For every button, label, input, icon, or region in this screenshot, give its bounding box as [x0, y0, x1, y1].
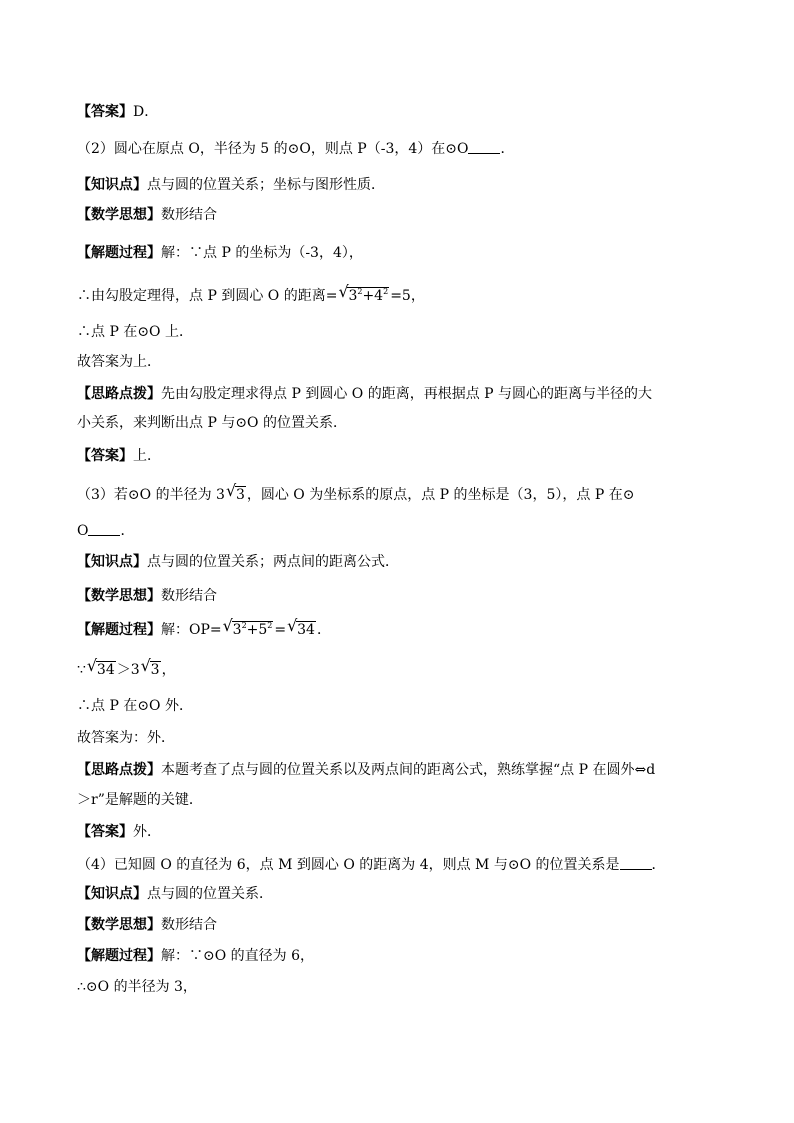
conclusion-text: ∴点 P 在⊙O 外． [77, 698, 193, 714]
period: ． [500, 141, 515, 157]
because-symbol: ∵ [77, 662, 86, 678]
exponent: 2 [383, 287, 389, 296]
thinking-text: 数形结合 [161, 588, 217, 604]
answer-summary: 故答案为上． [77, 354, 161, 370]
answer-line-1 [77, 102, 158, 122]
knowledge-label: 【知识点】 [77, 177, 147, 193]
solution-formula-2 [77, 616, 331, 640]
question-3 [77, 481, 635, 505]
base-a: 3 [348, 288, 358, 304]
hint-line-1b [77, 413, 347, 433]
question-3-cont [77, 521, 134, 541]
knowledge-text: 点与圆的位置关系；两点间的距离公式． [147, 554, 399, 570]
answer-label: 【答案】 [77, 824, 133, 840]
sqrt-expression: √ 34 [86, 656, 115, 678]
question-2 [77, 139, 514, 159]
base-b: +5 [246, 622, 268, 638]
hint-label: 【思路点拨】 [77, 762, 161, 778]
thinking-text: 数形结合 [161, 207, 217, 223]
solution-line-1 [77, 243, 363, 263]
thinking-line-3 [77, 915, 217, 935]
comma: ， [161, 662, 176, 678]
period: ． [651, 857, 666, 873]
radicand: 34 [96, 662, 115, 678]
equals-sign: = [274, 622, 287, 638]
answer-text: D． [133, 104, 159, 120]
hint-text: 本题考查了点与圆的位置关系以及两点间的距离公式，熟练掌握“点 P 在圆外⇔d [161, 762, 656, 778]
sqrt-expression: √ 3 [225, 481, 245, 503]
question-text: （4）已知圆 O 的直径为 6，点 M 到圆心 O 的距离为 4，则点 M 与⊙O 的位置关系是 [77, 857, 620, 873]
period: ． [120, 523, 135, 539]
answer-line-3 [77, 822, 161, 842]
solution-label: 【解题过程】 [77, 245, 161, 261]
comparison-text: ＞3 [116, 662, 140, 678]
hint-text: 先由勾股定理求得点 P 到圆心 O 的距离，再根据点 P 与圆心的距离与半径的大 [161, 386, 653, 402]
solution-formula-1 [77, 282, 425, 306]
question-text: （2）圆心在原点 O，半径为 5 的⊙O，则点 P（-3，4）在⊙O [77, 141, 469, 157]
hint-line-2b [77, 790, 203, 810]
conclusion-text: ∴点 P 在⊙O 上． [77, 324, 193, 340]
solution-text: ∴⊙O 的半径为 3， [77, 979, 197, 995]
base-b: +4 [362, 288, 384, 304]
knowledge-text: 点与圆的位置关系． [147, 886, 273, 902]
exponent: 2 [357, 287, 363, 296]
answer-summary-line [77, 352, 161, 372]
answer-label: 【答案】 [77, 448, 133, 464]
solution-line-4 [77, 946, 314, 966]
hint-text-cont: ＞r”是解题的关键． [77, 792, 203, 808]
question-text: （3）若⊙O 的半径为 3 [77, 487, 225, 503]
answer-blank [468, 139, 500, 154]
answer-summary-line-2 [77, 728, 175, 748]
radicand: 3 [235, 487, 245, 503]
exponent: 2 [267, 621, 273, 630]
thinking-label: 【数学思想】 [77, 207, 161, 223]
solution-text: 解：∵⊙O 的直径为 6， [161, 948, 315, 964]
answer-line-2 [77, 446, 161, 466]
answer-blank [88, 521, 120, 536]
conclusion-line-2 [77, 696, 193, 716]
answer-label: 【答案】 [77, 104, 133, 120]
hint-line-1 [77, 384, 652, 404]
knowledge-line-3 [77, 884, 273, 904]
comparison-line [77, 656, 176, 680]
sqrt-expression: √ $3^2+5^2$ [222, 616, 273, 638]
knowledge-text: 点与圆的位置关系；坐标与图形性质． [147, 177, 385, 193]
thinking-text: 数形结合 [161, 917, 217, 933]
exponent: 2 [241, 621, 247, 630]
formula-prefix: ∴由勾股定理得，点 P 到圆心 O 的距离= [77, 288, 338, 304]
question-text: O [77, 523, 89, 539]
solution-text: 解：∵点 P 的坐标为（-3，4）， [161, 245, 363, 261]
knowledge-line-1 [77, 175, 385, 195]
hint-text-cont: 小关系，来判断出点 P 与⊙O 的位置关系． [77, 415, 347, 431]
hint-line-2 [77, 760, 655, 780]
answer-text: 外． [133, 824, 161, 840]
radicand: 34 [297, 622, 315, 638]
sqrt-result: √ 34 [287, 616, 315, 638]
knowledge-label: 【知识点】 [77, 886, 147, 902]
solution-label: 【解题过程】 [77, 948, 161, 964]
thinking-label: 【数学思想】 [77, 917, 161, 933]
thinking-label: 【数学思想】 [77, 588, 161, 604]
solution-line-3 [77, 322, 193, 342]
sqrt-expression: √ 3 [140, 656, 160, 678]
sqrt-expression: √ $3^2+4^2$ [338, 282, 389, 304]
radicand: 3 [150, 662, 160, 678]
hint-label: 【思路点拨】 [77, 386, 161, 402]
thinking-line-2 [77, 586, 217, 606]
answer-text: 上． [133, 448, 161, 464]
formula-prefix: 解：OP= [161, 622, 222, 638]
formula-result: =5， [390, 288, 425, 304]
knowledge-line-2 [77, 552, 399, 572]
base-a: 3 [232, 622, 242, 638]
question-text-cont: ，圆心 O 为坐标系的原点，点 P 的坐标是（3，5），点 P 在⊙ [246, 487, 635, 503]
solution-line-5 [77, 977, 197, 997]
period: ． [316, 622, 331, 638]
answer-summary: 故答案为：外． [77, 730, 175, 746]
solution-label: 【解题过程】 [77, 622, 161, 638]
knowledge-label: 【知识点】 [77, 554, 147, 570]
question-4 [77, 855, 666, 875]
thinking-line-1 [77, 205, 217, 225]
answer-blank [620, 855, 652, 870]
